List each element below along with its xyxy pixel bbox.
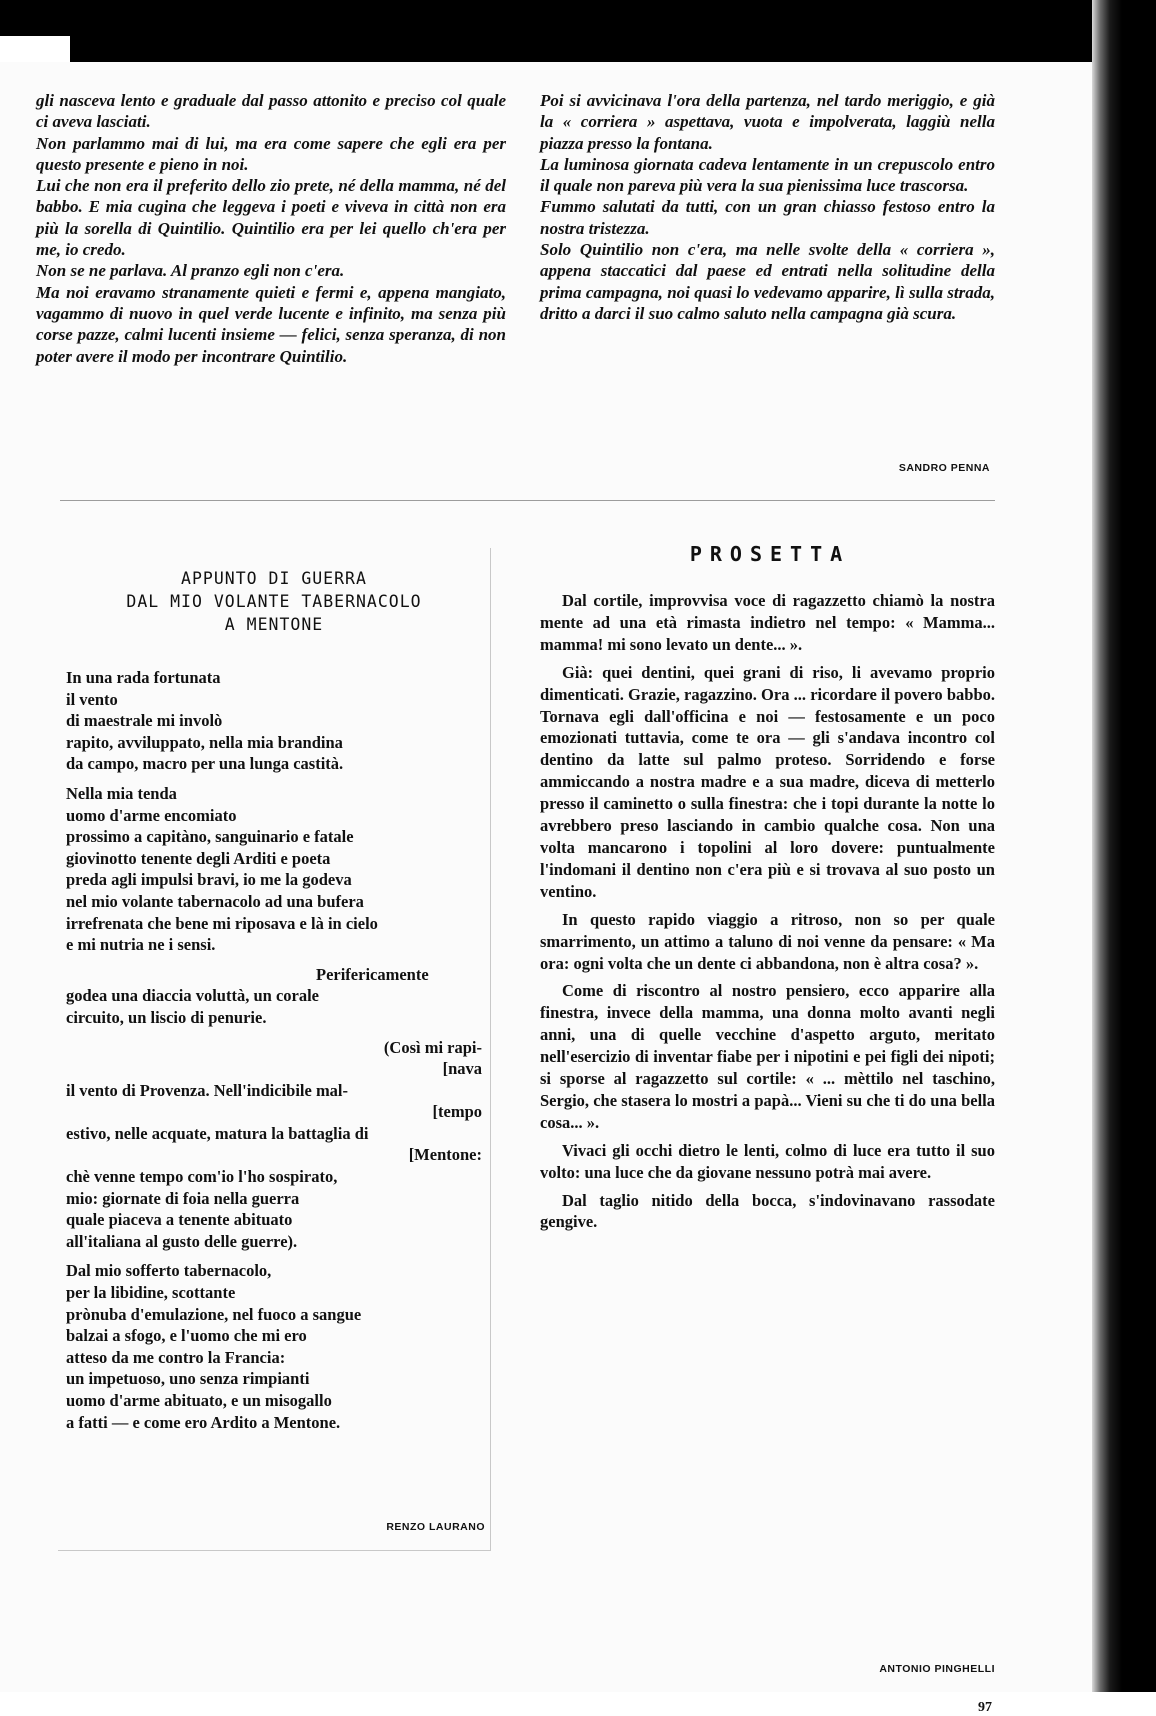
poem-line: il vento	[66, 689, 118, 709]
poem-line: di maestrale mi involò	[66, 711, 223, 731]
poem-line: balzai a sfogo, e l'uomo che mi ero	[66, 1326, 307, 1346]
poem-line: quale piaceva a tenente abituato	[66, 1210, 293, 1230]
poem-line: da campo, macro per una lunga castità.	[66, 754, 344, 774]
poem-line: Perifericamente	[316, 964, 429, 984]
paragraph: Solo Quintilio non c'era, ma nelle svolte della « corriera », appena staccatici dal paese ed entrati nella solitudine della prima campagna, noi quasi lo vedevamo apparire, lì sulla strada, dritto a darci il suo calmo saluto nella campagna già scura.	[540, 240, 995, 323]
paragraph: La luminosa giornata cadeva lentamente in un crepuscolo entro il quale non pareva più vera la sua pienissima luce trascorsa.	[540, 154, 995, 196]
poem-line: mio: giornate di foia nella guerra	[66, 1188, 300, 1208]
poem-line: Nella mia tenda	[66, 783, 177, 803]
paragraph: In questo rapido viaggio a ritroso, non so per quale smarrimento, un attimo a taluno di noi venne da pensare: « Ma ora: ogni volta che un dente ci abbandona, non è altra cosa? ».	[540, 909, 995, 973]
poem-line: uomo d'arme encomiato	[66, 805, 237, 825]
author-signature-penna: SANDRO PENNA	[898, 462, 990, 474]
poem-line: e mi nutria ne i sensi.	[66, 935, 216, 955]
poem-line: a fatti — e come ero Ardito a Mentone.	[66, 1412, 341, 1432]
prosetta-body	[540, 590, 995, 1239]
poem-line: [nava	[442, 1059, 482, 1079]
poem-line: Dal mio sofferto tabernacolo,	[66, 1261, 272, 1281]
poem-title	[58, 567, 490, 636]
poem-line: chè venne tempo com'io l'ho sospirato,	[66, 1167, 338, 1187]
poem-title-line: APPUNTO DI GUERRA	[181, 569, 367, 588]
paragraph: Non parlammo mai di lui, ma era come sapere che egli era per questo presente e pieno in noi.	[36, 133, 506, 174]
paragraph: Come di riscontro al nostro pensiero, ecco apparire alla finestra, invece della mamma, una donna molto avanti negli anni, una di quelle vecchine d'aspetto arguto, meritato nell'esercizio di inventar fiabe per i nipotini e pei figli dei nipoti; si sporse al ragazzetto sul cortile: « ... mèttilo nel taschino, Sergio, che stasera lo mostri a papà... Vieni su che ti do una bella cosa... ».	[540, 981, 995, 1132]
paragraph: Dal taglio nitido della bocca, s'indovinavano rassodate gengive.	[540, 1190, 995, 1232]
poem-line: irrefrenata che bene mi riposava e là in cielo	[66, 913, 378, 933]
author-signature-laurano: RENZO LAURANO	[386, 1521, 485, 1533]
poem-line: uomo d'arme abituato, e un misogallo	[66, 1391, 332, 1410]
prosetta-title: PROSETTA	[689, 542, 851, 566]
poem-line: preda agli impulsi bravi, io me la godeva	[66, 870, 352, 890]
poem-line: In una rada fortunata	[66, 668, 221, 687]
page-number: 97	[978, 1700, 992, 1715]
author-signature-pinghelli: ANTONIO PINGHELLI	[879, 1663, 995, 1675]
poem-stanza	[66, 783, 486, 956]
paragraph: Dal cortile, improvvisa voce di ragazzetto chiamò la nostra mente ad una età rimasta indietro nel tempo: « Mamma... mamma! mi sono levato un dente... ».	[540, 591, 995, 654]
poem-line: godea una diaccia voluttà, un corale	[66, 986, 320, 1006]
poem-line: nel mio volante tabernacolo ad una bufera	[66, 891, 364, 911]
scan-border-top	[0, 0, 1156, 62]
poem-line: all'italiana al gusto delle guerre).	[66, 1231, 298, 1251]
poem-stanza	[66, 667, 486, 775]
poem-title-line: A MENTONE	[224, 615, 324, 634]
paragraph: Poi si avvicinava l'ora della partenza, nel tardo meriggio, e già la « corriera » aspettava, vuota e impolverata, laggiù nella piazza presso la fontana.	[540, 91, 995, 153]
paragraph: Lui che non era il preferito dello zio prete, né della mamma, né del babbo. E mia cugina che leggeva i poeti e viveva in città non era più la sorella di Quintilio. Quintilio era per lei quello ch'era per me, io credo.	[36, 176, 506, 260]
poem-line: circuito, un liscio di penurie.	[66, 1007, 267, 1027]
poem-stanza	[66, 1037, 486, 1253]
top-left-column	[36, 90, 506, 367]
poem-line: rapito, avviluppato, nella mia brandina	[66, 732, 343, 752]
poem-line: atteso da me contro la Francia:	[66, 1347, 286, 1367]
poem-line: il vento di Provenza. Nell'indicibile mal-	[66, 1080, 349, 1100]
poem-line: [tempo	[432, 1102, 482, 1122]
paragraph: Ma noi eravamo stranamente quieti e fermi e, appena mangiato, vagammo di nuovo in quel verde lucente e infinito, ma senza più corse pazze, calmi lucenti insieme — felici, senza speranza, di non poter avere il modo per incontrare Quintilio.	[36, 282, 506, 366]
poem-line: estivo, nelle acquate, matura la battaglia di	[66, 1123, 369, 1143]
section-divider	[60, 500, 995, 501]
poem-line: prònuba d'emulazione, nel fuoco a sangue	[66, 1304, 362, 1324]
poem-stanza	[66, 964, 486, 1029]
poem-line: (Così mi rapi-	[383, 1037, 482, 1057]
poem-line: giovinotto tenente degli Arditi e poeta	[66, 848, 331, 868]
paragraph: gli nasceva lento e graduale dal passo attonito e preciso col quale ci aveva lasciati.	[36, 91, 506, 132]
poem-stanza	[66, 1260, 486, 1433]
top-right-column	[540, 90, 995, 324]
paragraph: Vivaci gli occhi dietro le lenti, colmo di luce era tutto il suo volto: una luce che da giovane nessuno potrà mai avere.	[540, 1140, 995, 1182]
paragraph: Non se ne parlava. Al pranzo egli non c'era.	[36, 261, 345, 281]
poem-title-line: DAL MIO VOLANTE TABERNACOLO	[126, 592, 422, 611]
poem-line: un impetuoso, uno senza rimpianti	[66, 1369, 310, 1389]
poem-line: per la libidine, scottante	[66, 1283, 236, 1303]
paragraph: Fummo salutati da tutti, con un gran chiasso festoso entro la nostra tristezza.	[540, 197, 995, 238]
scan-border-right	[1092, 0, 1156, 1692]
poem-line: prossimo a capitàno, sanguinario e fatale	[66, 827, 354, 847]
poem-body	[66, 667, 486, 1441]
poem-line: [Mentone:	[408, 1145, 482, 1165]
paragraph: Già: quei dentini, quei grani di riso, li avevamo proprio dimenticati. Grazie, ragazzino. Ora ... ricordare il povero babbo. Tornava egli dall'officina e noi — festosamente e un poco emozionati tuttavia, come te ora — gli s'andava incontro col dentino da latte sul palmo proteso. Sorridendo e forse ammiccando a nostra madre e a sua madre, diceva di metterlo presso il caminetto o sulla finestra: che i topi durante la notte lo avrebbero preso lasciando in cambio qualche cosa. Non una volta mancarono i topolini al loro dovere: puntualmente l'indomani il dentino non c'era più e si trovava al suo posto un ventino.	[540, 662, 995, 901]
